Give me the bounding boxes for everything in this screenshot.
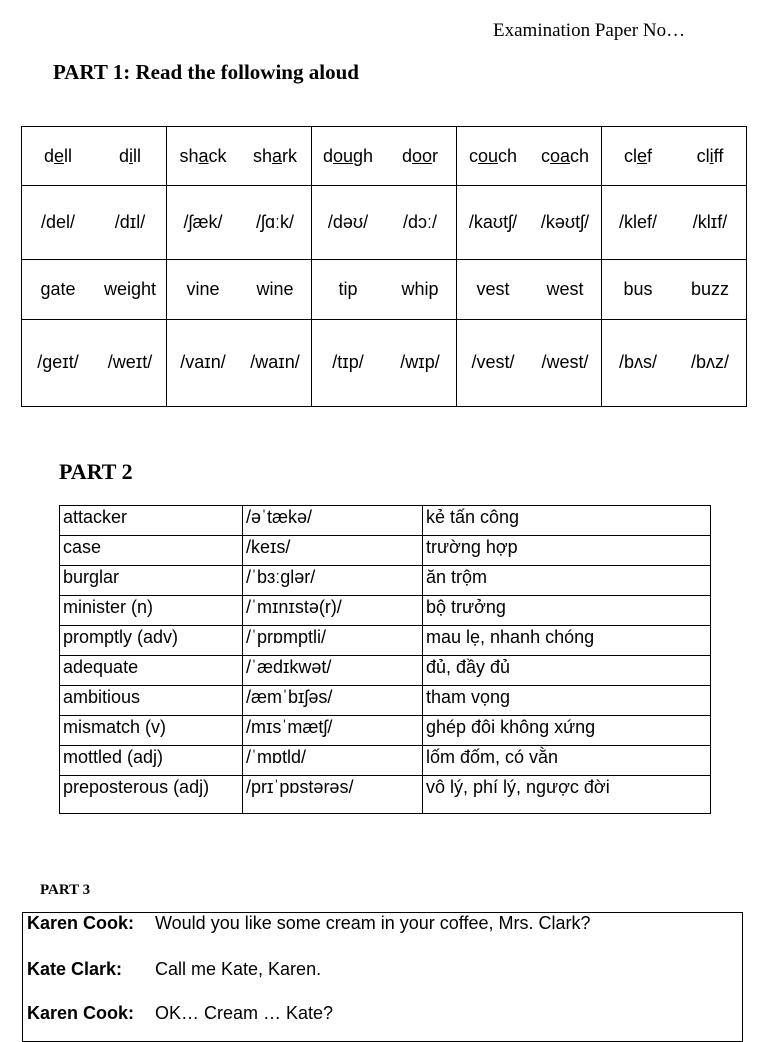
word-part: /klef/	[618, 212, 657, 233]
vocab-row	[60, 566, 711, 596]
part1-cell	[674, 260, 747, 319]
word-part: rk	[282, 145, 298, 166]
part1-cell	[239, 186, 312, 260]
word-part: /geɪt/	[37, 352, 79, 373]
word-part: vine	[186, 279, 220, 300]
vocab-word: ambitious	[60, 686, 243, 716]
word-part: f	[647, 145, 653, 166]
vocab-word: mottled (adj)	[60, 746, 243, 776]
vocab-ipa: /ˈædɪkwət/	[243, 656, 423, 686]
vocab-word: adequate	[60, 656, 243, 686]
word-part: /west/	[541, 352, 589, 373]
part1-cell	[94, 186, 167, 260]
vocab-row	[60, 746, 711, 776]
word-part: c	[468, 145, 478, 166]
part1-row	[22, 319, 747, 406]
part1-cell	[602, 127, 675, 186]
vocab-word: case	[60, 536, 243, 566]
vocab-word: burglar	[60, 566, 243, 596]
underlined-letters: e	[54, 145, 65, 166]
word-part: /vest/	[471, 352, 515, 373]
part2-title: PART 2	[59, 459, 133, 484]
underlined-letters: oa	[549, 145, 570, 166]
vocab-row	[60, 626, 711, 656]
part1-pronunciation-table	[21, 126, 747, 407]
part1-cell	[312, 260, 385, 319]
part1-cell	[384, 319, 457, 406]
part1-cell	[22, 319, 95, 406]
part1-cell	[457, 260, 530, 319]
underlined-letters: ou	[332, 145, 353, 166]
vocab-meaning: đủ, đầy đủ	[423, 656, 711, 686]
vocab-row	[60, 506, 711, 536]
vocab-meaning: trường hợp	[423, 536, 711, 566]
word-part: /bʌz/	[690, 352, 729, 373]
vocab-word: attacker	[60, 506, 243, 536]
exam-paper-number: Examination Paper No…	[493, 20, 686, 41]
part1-row	[22, 186, 747, 260]
part1-cell	[239, 319, 312, 406]
word-part: /kaʊtʃ/	[468, 212, 518, 233]
vocab-ipa: /ˈprɒmptli/	[243, 626, 423, 656]
word-part: c	[540, 145, 550, 166]
speaker-name: Kate Clark:	[27, 959, 123, 979]
word-part: gate	[40, 279, 76, 300]
word-part: sh	[179, 145, 199, 166]
underlined-letters: a	[198, 145, 209, 166]
part1-cell	[674, 319, 747, 406]
dialogue-text: OK… Cream … Kate?	[155, 1003, 334, 1023]
word-part: /wɪp/	[400, 352, 440, 373]
word-part: sh	[252, 145, 272, 166]
part1-cell	[602, 260, 675, 319]
part1-cell	[384, 260, 457, 319]
part1-cell	[674, 186, 747, 260]
part1-cell	[529, 260, 602, 319]
word-part: /klɪf/	[692, 212, 728, 233]
vocab-row	[60, 536, 711, 566]
part1-cell	[457, 127, 530, 186]
word-part: bus	[623, 279, 653, 300]
vocab-meaning: tham vọng	[423, 686, 711, 716]
vocab-word: mismatch (v)	[60, 716, 243, 746]
word-part: /dəʊ/	[327, 212, 369, 233]
vocab-ipa: /mɪsˈmætʃ/	[243, 716, 423, 746]
vocab-ipa: /ˈmɪnɪstə(r)/	[243, 596, 423, 626]
part1-cell	[94, 127, 167, 186]
part1-cell	[384, 186, 457, 260]
word-part: ch	[570, 145, 590, 166]
vocab-row	[60, 656, 711, 686]
vocab-meaning: ghép đôi không xứng	[423, 716, 711, 746]
dialogue-line	[27, 1003, 333, 1024]
word-part: d	[401, 145, 412, 166]
part1-cell	[94, 319, 167, 406]
dialogue-line	[27, 959, 321, 980]
part1-cell	[529, 319, 602, 406]
vocab-row	[60, 776, 711, 814]
part1-cell	[239, 260, 312, 319]
part1-cell	[22, 260, 95, 319]
word-part: d	[118, 145, 129, 166]
part1-cell	[602, 186, 675, 260]
underlined-letters: oo	[411, 145, 433, 166]
word-part: /weɪt/	[107, 352, 153, 373]
vocab-row	[60, 686, 711, 716]
word-part: whip	[401, 279, 439, 300]
word-part: ll	[64, 145, 73, 166]
part1-cell	[167, 260, 240, 319]
vocab-word: minister (n)	[60, 596, 243, 626]
part1-cell	[312, 186, 385, 260]
part1-cell	[167, 127, 240, 186]
word-part: ll	[133, 145, 141, 166]
part1-cell	[167, 319, 240, 406]
part1-title: PART 1: Read the following aloud	[53, 60, 359, 84]
word-part: d	[322, 145, 333, 166]
speaker-name: Karen Cook:	[27, 1003, 135, 1023]
part1-cell	[239, 127, 312, 186]
part2-vocabulary-table	[59, 505, 711, 814]
part1-row	[22, 127, 747, 186]
vocab-meaning: vô lý, phí lý, ngược đời	[423, 776, 711, 814]
vocab-row	[60, 596, 711, 626]
vocab-meaning: ăn trộm	[423, 566, 711, 596]
underlined-letters: i	[709, 145, 714, 166]
part1-cell	[312, 319, 385, 406]
word-part: buzz	[690, 279, 730, 300]
part1-cell	[457, 319, 530, 406]
part1-cell	[457, 186, 530, 260]
part1-cell	[22, 127, 95, 186]
word-part: /dɪl/	[114, 212, 146, 233]
word-part: /ʃɑːk/	[255, 212, 294, 233]
vocab-ipa: /ˈbɜːglər/	[243, 566, 423, 596]
word-part: west	[546, 279, 584, 300]
word-part: /del/	[40, 212, 76, 233]
word-part: vest	[476, 279, 510, 300]
word-part: /kəʊtʃ/	[540, 212, 590, 233]
part3-title: PART 3	[40, 882, 91, 898]
word-part: ck	[208, 145, 227, 166]
dialogue-line	[27, 913, 591, 934]
vocab-row	[60, 716, 711, 746]
dialogue-text: Call me Kate, Karen.	[155, 959, 322, 979]
vocab-ipa: /æmˈbɪʃəs/	[243, 686, 423, 716]
part1-cell	[529, 127, 602, 186]
word-part: /dɔː/	[402, 212, 437, 233]
part3-dialogue-box	[22, 912, 743, 1042]
part1-cell	[529, 186, 602, 260]
word-part: ch	[498, 145, 518, 166]
part1-cell	[22, 186, 95, 260]
word-part: cl	[696, 145, 710, 166]
word-part: /ʃæk/	[183, 212, 223, 233]
vocab-ipa: /əˈtækə/	[243, 506, 423, 536]
vocab-ipa: /keɪs/	[243, 536, 423, 566]
word-part: gh	[353, 145, 374, 166]
vocab-ipa: /ˈmɒtld/	[243, 746, 423, 776]
dialogue-text: Would you like some cream in your coffee, Mrs. Clark?	[155, 913, 591, 933]
vocab-meaning: kẻ tấn công	[423, 506, 711, 536]
word-part: tip	[338, 279, 358, 300]
word-part: /vaɪn/	[180, 352, 226, 373]
part1-cell	[94, 260, 167, 319]
underlined-letters: i	[129, 145, 133, 166]
part1-cell	[602, 319, 675, 406]
underlined-letters: e	[636, 145, 647, 166]
word-part: /tɪp/	[332, 352, 364, 373]
vocab-ipa: /prɪˈpɒstərəs/	[243, 776, 423, 814]
word-part: cl	[623, 145, 637, 166]
word-part: wine	[256, 279, 294, 300]
word-part: d	[43, 145, 54, 166]
part1-cell	[167, 186, 240, 260]
vocab-meaning: mau lẹ, nhanh chóng	[423, 626, 711, 656]
vocab-word: promptly (adv)	[60, 626, 243, 656]
word-part: r	[432, 145, 439, 166]
underlined-letters: ou	[477, 145, 498, 166]
speaker-name: Karen Cook:	[27, 913, 135, 933]
word-part: weight	[103, 279, 157, 300]
vocab-meaning: lốm đốm, có vằn	[423, 746, 711, 776]
word-part: /waɪn/	[250, 352, 300, 373]
part1-row	[22, 260, 747, 319]
word-part: /bʌs/	[618, 352, 657, 373]
part1-cell	[312, 127, 385, 186]
part1-cell	[384, 127, 457, 186]
underlined-letters: a	[272, 145, 283, 166]
word-part: ff	[713, 145, 724, 166]
vocab-meaning: bộ trưởng	[423, 596, 711, 626]
part1-cell	[674, 127, 747, 186]
vocab-word: preposterous (adj)	[60, 776, 243, 814]
